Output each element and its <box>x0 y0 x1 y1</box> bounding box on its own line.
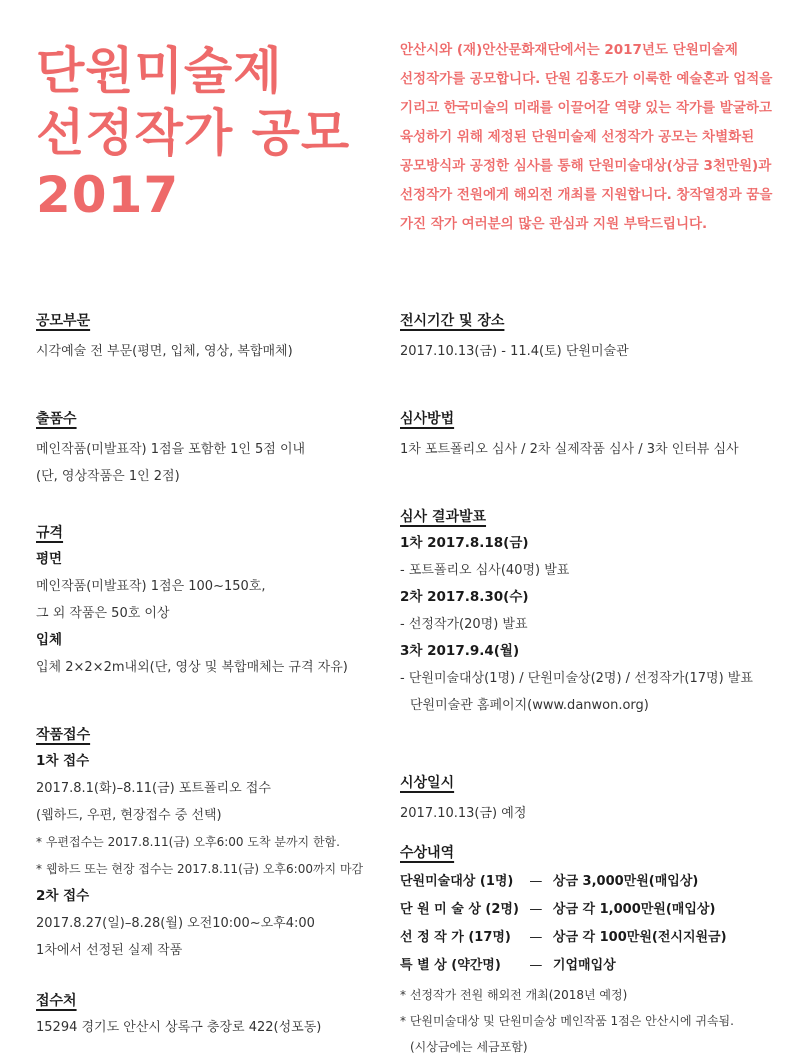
award-row <box>400 924 727 952</box>
results-round-text: - 선정작가(20명) 발표 <box>400 617 528 632</box>
award-name: 특 별 상 (약간명) <box>400 958 501 973</box>
award-row <box>400 896 727 924</box>
section-spec <box>36 522 348 681</box>
spec-solid-line: 입체 2×2×2m내외(단, 영상 및 복합매체는 규격 자유) <box>36 660 348 675</box>
section-submission <box>36 724 363 964</box>
section-heading: 규격 <box>36 525 64 541</box>
results-round-label: 1차 2017.8.18(금) <box>400 535 529 551</box>
award-row <box>400 868 727 896</box>
title-line: 2017 <box>36 166 180 224</box>
award-dash: — <box>529 930 543 945</box>
entries-line: (단, 영상작품은 1인 2점) <box>36 469 180 484</box>
category-text: 시각예술 전 부문(평면, 입체, 영상, 복합매체) <box>36 344 293 359</box>
award-prize: 상금 각 100만원(전시지원금) <box>552 930 727 945</box>
intro-paragraph <box>400 36 780 239</box>
section-heading: 수상내역 <box>400 845 455 861</box>
intro-line: 공모방식과 공정한 심사를 통해 단원미술대상(상금 3천만원)과 <box>400 158 772 174</box>
submission-first-line: 2017.8.1(화)–8.11(금) 포트폴리오 접수 <box>36 781 271 796</box>
section-category <box>36 310 293 365</box>
award-dash: — <box>529 874 543 889</box>
section-heading: 작품접수 <box>36 727 91 743</box>
ceremony-text: 2017.10.13(금) 예정 <box>400 806 527 821</box>
section-awards <box>400 842 734 1060</box>
address-text: 15294 경기도 안산시 상록구 충장로 422(성포동) <box>36 1020 322 1035</box>
section-heading: 전시기간 및 장소 <box>400 313 505 329</box>
award-prize: 기업매입상 <box>552 958 616 973</box>
spec-flat-line: 메인작품(미발표작) 1점은 100~150호, <box>36 579 266 594</box>
section-heading: 심사방법 <box>400 411 455 427</box>
award-name: 단 원 미 술 상 (2명) <box>400 902 519 917</box>
intro-line: 선정작가 전원에게 해외전 개최를 지원합니다. 창작열정과 꿈을 <box>400 187 773 203</box>
results-round-label: 3차 2017.9.4(월) <box>400 643 520 659</box>
section-heading: 접수처 <box>36 993 77 1009</box>
intro-line: 선정작가를 공모합니다. 단원 김홍도가 이룩한 예술혼과 업적을 <box>400 71 773 87</box>
section-heading: 심사 결과발표 <box>400 509 487 525</box>
spec-solid-label: 입체 <box>36 632 63 648</box>
title-line: 단원미술제 <box>36 42 283 100</box>
section-heading: 공모부문 <box>36 313 91 329</box>
award-row <box>400 952 727 980</box>
spec-flat-line: 그 외 작품은 50호 이상 <box>36 606 170 621</box>
results-website: 단원미술관 홈페이지(www.danwon.org) <box>410 698 649 713</box>
spec-flat-label: 평면 <box>36 551 63 567</box>
section-heading: 시상일시 <box>400 775 455 791</box>
intro-line: 안산시와 (재)안산문화재단에서는 2017년도 단원미술제 <box>400 42 738 58</box>
intro-line: 육성하기 위해 제정된 단원미술제 선정작가 공모는 차별화된 <box>400 129 755 145</box>
submission-second-line: 2017.8.27(일)–8.28(월) 오전10:00~오후4:00 <box>36 916 315 931</box>
section-address <box>36 990 321 1041</box>
submission-first-line: (웹하드, 우편, 현장접수 중 선택) <box>36 808 222 823</box>
submission-note: * 웹하드 또는 현장 접수는 2017.8.11(금) 오후6:00까지 마감 <box>36 862 364 876</box>
results-round-label: 2차 2017.8.30(수) <box>400 589 529 605</box>
entries-line: 메인작품(미발표작) 1점을 포함한 1인 5점 이내 <box>36 442 306 457</box>
award-name: 선 정 작 가 (17명) <box>400 930 511 945</box>
exhibition-text: 2017.10.13(금) - 11.4(토) 단원미술관 <box>400 344 629 359</box>
award-prize: 상금 3,000만원(매입상) <box>552 874 699 889</box>
award-prize: 상금 각 1,000만원(매입상) <box>552 902 716 917</box>
awards-note: * 선정작가 전원 해외전 개최(2018년 예정) <box>400 988 628 1002</box>
title-line: 선정작가 공모 <box>36 104 351 162</box>
review-text: 1차 포트폴리오 심사 / 2차 실제작품 심사 / 3차 인터뷰 심사 <box>400 442 739 457</box>
award-dash: — <box>529 958 543 973</box>
submission-second-line: 1차에서 선정된 실제 작품 <box>36 943 183 958</box>
intro-line: 가진 작가 여러분의 많은 관심과 지원 부탁드립니다. <box>400 216 708 232</box>
awards-note: (시상금에는 세금포함) <box>410 1040 528 1054</box>
results-round-text: - 단원미술대상(1명) / 단원미술상(2명) / 선정작가(17명) 발표 <box>400 671 753 686</box>
section-review <box>400 408 739 463</box>
submission-second-label: 2차 접수 <box>36 888 90 904</box>
results-round-text: - 포트폴리오 심사(40명) 발표 <box>400 563 570 578</box>
section-entries <box>36 408 305 490</box>
award-name: 단원미술대상 (1명) <box>400 874 514 889</box>
submission-note: * 우편접수는 2017.8.11(금) 오후6:00 도착 분까지 한함. <box>36 835 340 849</box>
section-results <box>400 506 753 719</box>
section-exhibition <box>400 310 629 365</box>
submission-first-label: 1차 접수 <box>36 753 90 769</box>
page-title <box>36 40 350 226</box>
section-ceremony <box>400 772 526 827</box>
award-dash: — <box>529 902 543 917</box>
awards-note: * 단원미술대상 및 단원미술상 메인작품 1점은 안산시에 귀속됨. <box>400 1014 734 1028</box>
awards-table <box>400 868 727 980</box>
section-heading: 출품수 <box>36 411 77 427</box>
intro-line: 기리고 한국미술의 미래를 이끌어갈 역량 있는 작가를 발굴하고 <box>400 100 772 116</box>
